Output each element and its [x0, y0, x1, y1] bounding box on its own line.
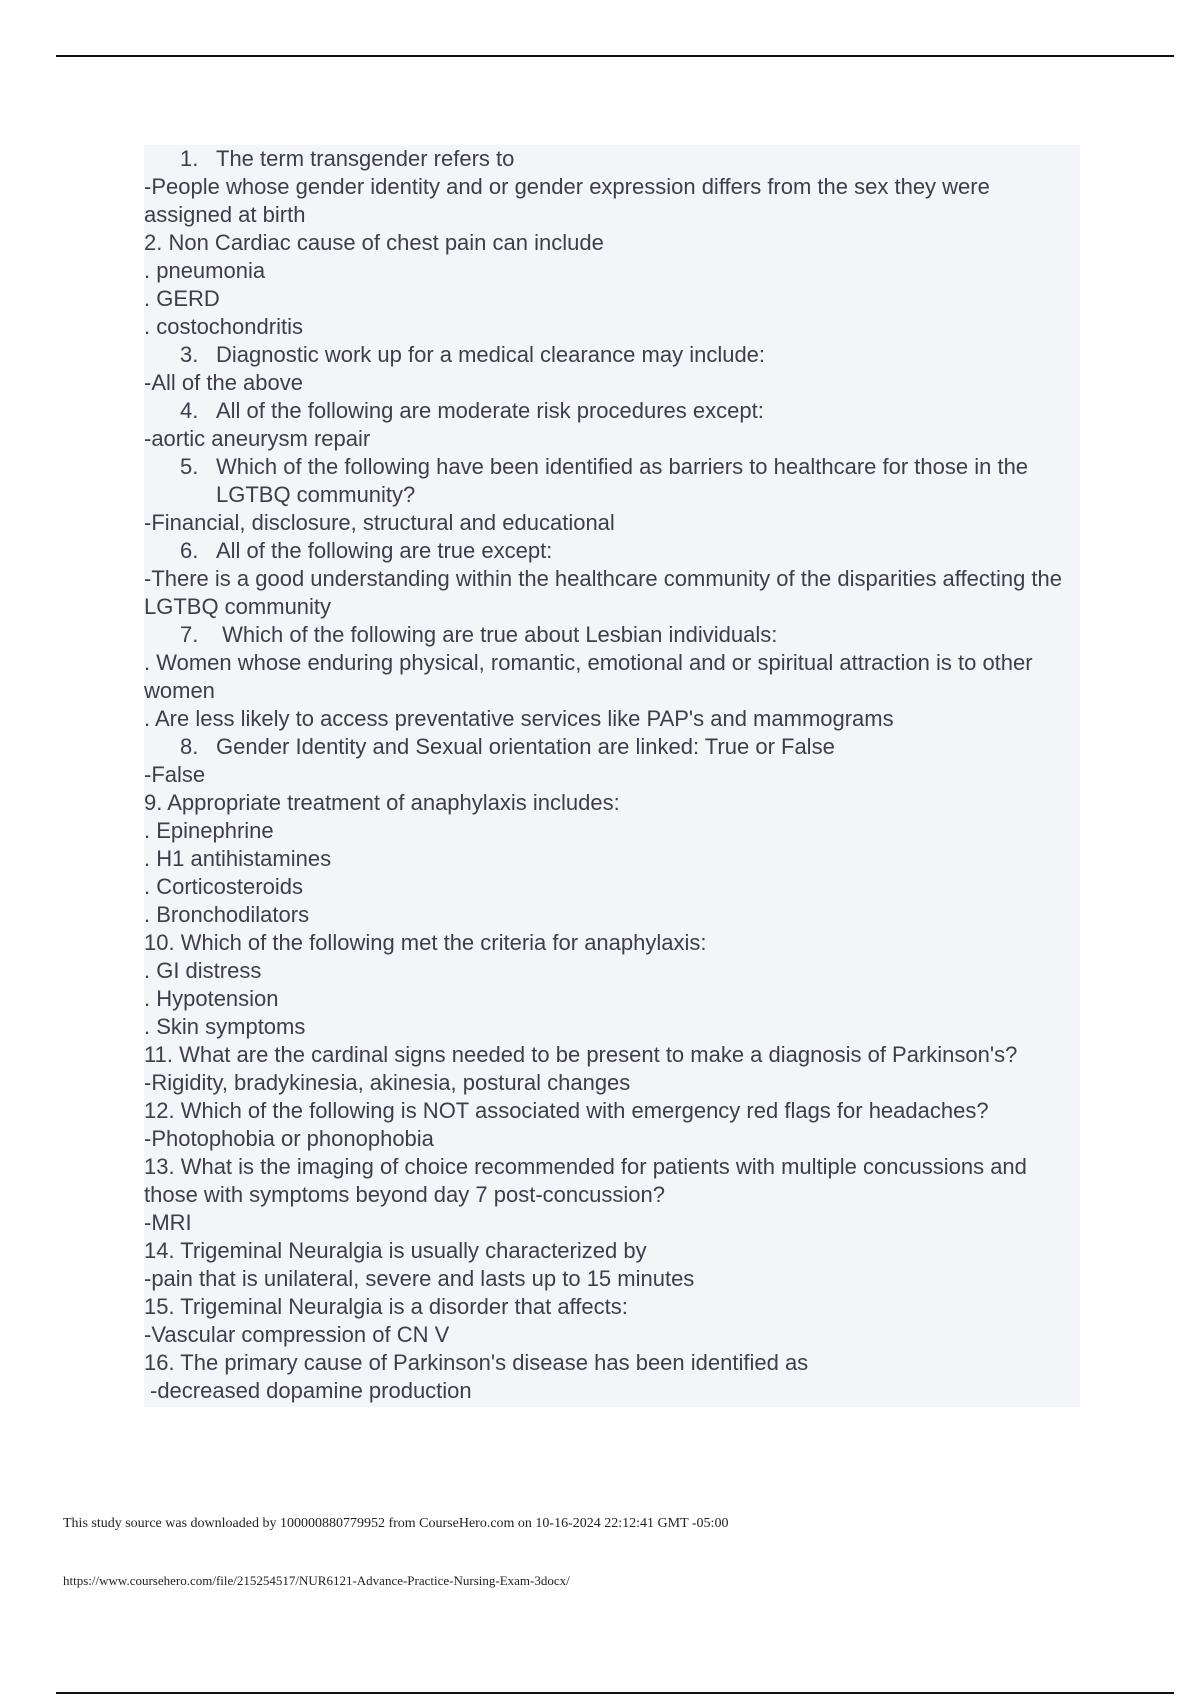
answer-2-item: . costochondritis [144, 314, 303, 339]
question-10: 10. Which of the following met the criteria for anaphylaxis: [144, 930, 707, 955]
answer-7-item: . Are less likely to access preventative services like PAP's and mammograms [144, 706, 894, 731]
question-9: 9. Appropriate treatment of anaphylaxis includes: [144, 790, 620, 815]
answer-10-item: . GI distress [144, 958, 262, 983]
answer-14: -pain that is unilateral, severe and lasts up to 15 minutes [144, 1266, 695, 1291]
answer-16: -decreased dopamine production [150, 1378, 472, 1403]
question-13: 13. What is the imaging of choice recommended for patients with multiple concussions and those with symptoms beyond day 7 post-concussion? [144, 1154, 1027, 1207]
answer-12: -Photophobia or phonophobia [144, 1126, 434, 1151]
question-3: 3. Diagnostic work up for a medical clearance may include: [180, 342, 766, 367]
document-body [144, 145, 1080, 1407]
answer-15: -Vascular compression of CN V [144, 1322, 450, 1347]
question-8: 8. Gender Identity and Sexual orientation are linked: True or False [180, 734, 835, 759]
question-15: 15. Trigeminal Neuralgia is a disorder that affects: [144, 1294, 628, 1319]
answer-7-item: . Women whose enduring physical, romantic, emotional and or spiritual attraction is to other women [144, 650, 1033, 703]
question-14: 14. Trigeminal Neuralgia is usually characterized by [144, 1238, 647, 1263]
answer-5: -Financial, disclosure, structural and educational [144, 510, 615, 535]
answer-13: -MRI [144, 1210, 192, 1235]
source-url[interactable]: https://www.coursehero.com/file/215254517/NUR6121-Advance-Practice-Nursing-Exam-3docx/ [63, 1573, 570, 1588]
question-11: 11. What are the cardinal signs needed to be present to make a diagnosis of Parkinson's? [144, 1042, 1018, 1067]
answer-4: -aortic aneurysm repair [144, 426, 371, 451]
answer-11: -Rigidity, bradykinesia, akinesia, postural changes [144, 1070, 631, 1095]
bottom-rule [56, 1692, 1174, 1694]
question-6: 6. All of the following are true except: [180, 538, 553, 563]
question-7: 7. Which of the following are true about Lesbian individuals: [180, 622, 778, 647]
answer-9-item: . H1 antihistamines [144, 846, 332, 871]
question-2: 2. Non Cardiac cause of chest pain can include [144, 230, 604, 255]
top-rule [56, 55, 1174, 57]
answer-3: -All of the above [144, 370, 303, 395]
answer-8: -False [144, 762, 206, 787]
question-1: 1. The term transgender refers to [180, 146, 515, 171]
answer-10-item: . Hypotension [144, 986, 279, 1011]
question-16: 16. The primary cause of Parkinson's disease has been identified as [144, 1350, 809, 1375]
answer-2-item: . GERD [144, 286, 220, 311]
answer-9-item: . Corticosteroids [144, 874, 303, 899]
answer-9-item: . Bronchodilators [144, 902, 310, 927]
download-source-note: This study source was downloaded by 100000880779952 from CourseHero.com on 10-16-2024 22:12:41 GMT -05:00 [63, 1516, 729, 1531]
answer-9-item: . Epinephrine [144, 818, 274, 843]
answer-10-item: . Skin symptoms [144, 1014, 306, 1039]
question-12: 12. Which of the following is NOT associated with emergency red flags for headaches? [144, 1098, 989, 1123]
answer-2-item: . pneumonia [144, 258, 266, 283]
answer-6: -There is a good understanding within the healthcare community of the disparities affecting the LGTBQ community [144, 566, 1063, 619]
answer-1: -People whose gender identity and or gender expression differs from the sex they were assigned at birth [144, 174, 990, 227]
question-5: 5. Which of the following have been identified as barriers to healthcare for those in the LGTBQ community? [180, 454, 1029, 507]
question-4: 4. All of the following are moderate risk procedures except: [180, 398, 764, 423]
